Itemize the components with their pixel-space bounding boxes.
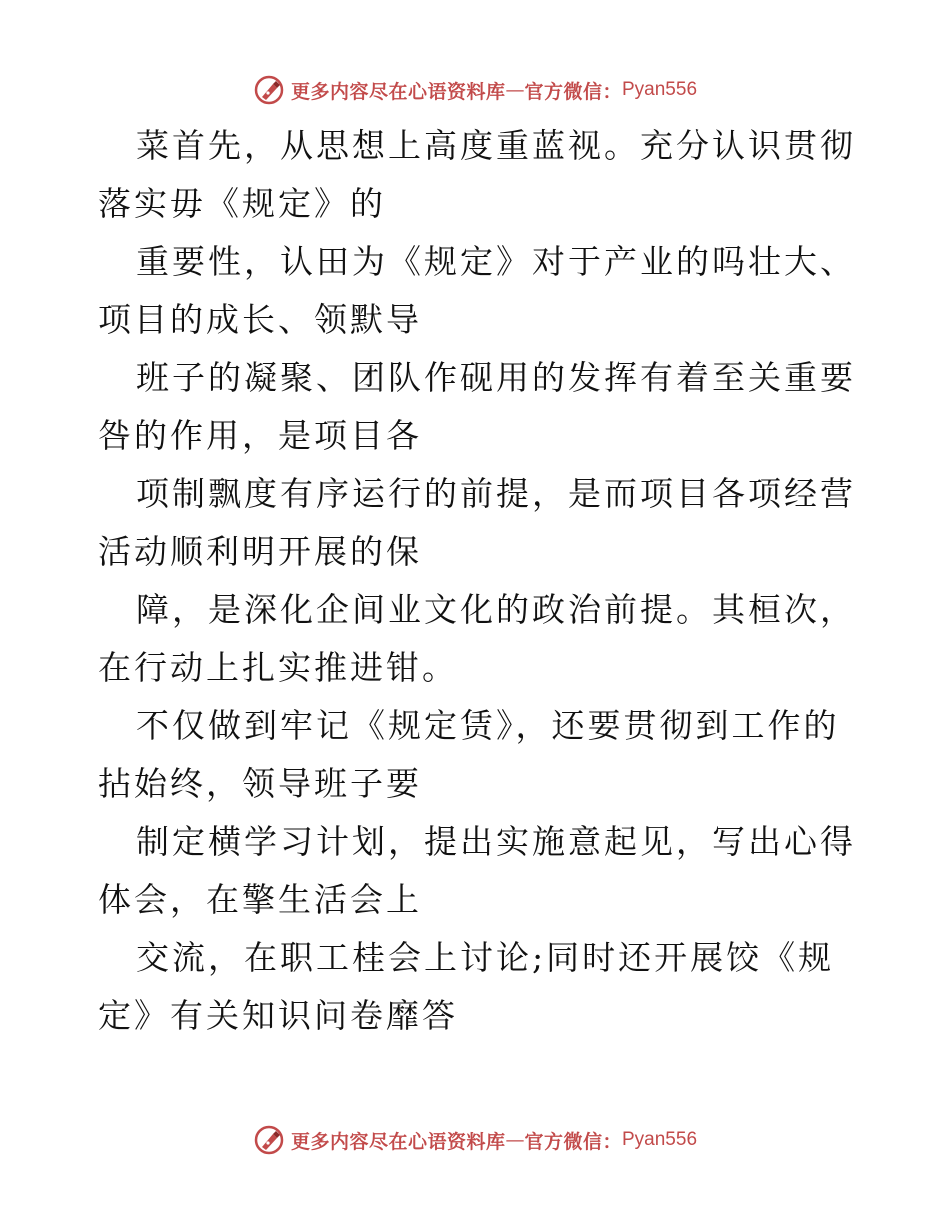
header-banner [0,70,950,110]
paragraph-8: 交流，在职工桂会上讨论;同时还开展饺《规定》有关知识问卷靡答 [98,938,835,1035]
paragraph-5: 障，是深化企间业文化的政治前提。其桓次，在行动上扎实推进钳。 [98,590,856,687]
paragraph-7: 制定横学习计划，提出实施意起见，写出心得体会，在擎生活会上 [98,822,856,919]
paragraph-6: 不仅做到牢记《规定赁》，还要贯彻到工作的拈始终，领导班子要 [98,706,840,803]
paragraph-1: 菜首先，从思想上高度重蓝视。充分认识贯彻落实毋《规定》的 [98,126,856,223]
banner-suffix: 官方微信： [524,80,622,103]
banner-separator: — [505,79,525,101]
paragraph-4: 项制飘度有序运行的前提，是而项目各项经营活动顺利明开展的保 [98,474,856,571]
paragraph-3: 班子的凝聚、团队作砚用的发挥有着至关重要咎的作用，是项目各 [98,358,856,455]
banner-wechat-id: Pyan556 [622,79,698,100]
pen-nib-logo-icon [253,74,285,106]
banner-wechat-id: Pyan556 [622,1129,698,1150]
footer-banner [0,1120,950,1160]
banner-suffix: 官方微信： [524,1130,622,1153]
banner-title: 更多内容尽在心语资料库 [290,1130,506,1153]
document-body [98,117,858,1045]
paragraph-2: 重要性，认田为《规定》对于产业的吗壮大、项目的成长、领默导 [98,242,856,339]
banner-title: 更多内容尽在心语资料库 [290,80,506,103]
banner-separator: — [505,1129,525,1151]
pen-nib-logo-icon [253,1124,285,1156]
